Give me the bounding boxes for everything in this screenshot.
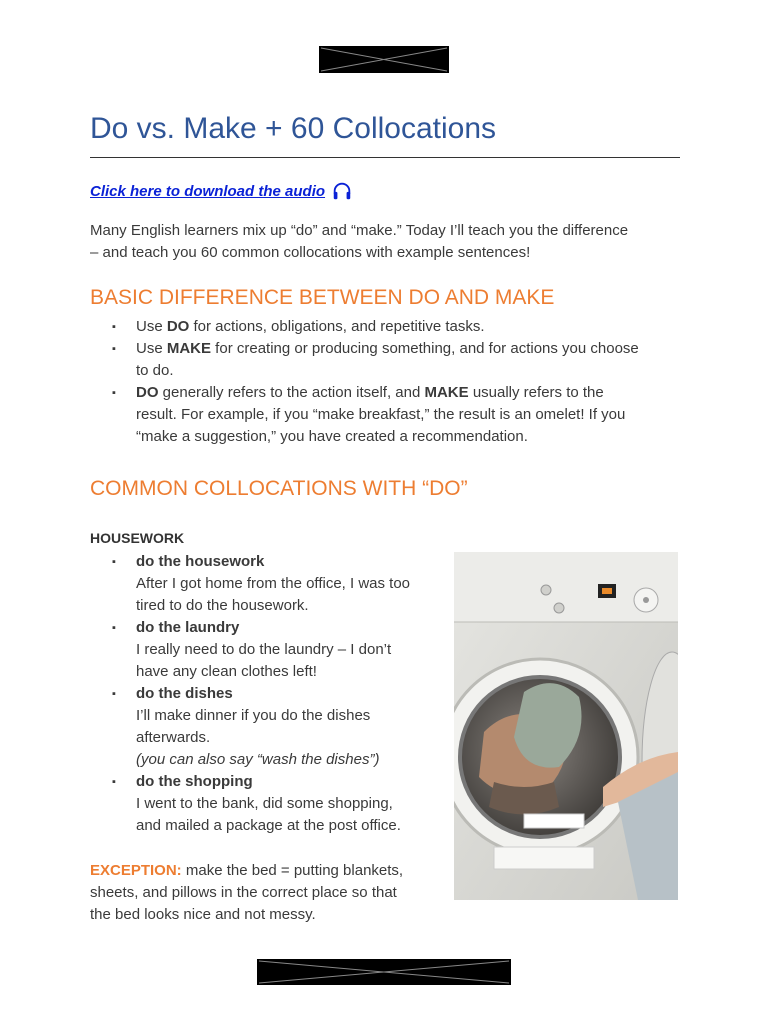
subheading-housework: HOUSEWORK [90,530,185,546]
example-line: After I got home from the office, I was too [136,575,411,592]
list-item [90,771,440,837]
headphones-icon[interactable] [331,180,353,202]
example-line: have any clean clothes left! [136,663,317,680]
logo-redacted-top [319,46,449,73]
bullet-icon: ▪ [112,688,116,700]
bold-term: DO [136,384,159,401]
bullet-icon: ▪ [112,622,116,634]
text: Use [136,318,167,335]
exception-label: EXCEPTION: [90,862,182,879]
basic-difference-list [90,316,690,448]
text: for creating or producing something, and for actions you choose [211,340,639,357]
text: usually refers to the [468,384,604,401]
bullet-icon: ▪ [112,321,116,333]
page-title: Do vs. Make + 60 Collocations [90,112,497,145]
collocation-term: do the dishes [136,685,233,702]
bullet-icon: ▪ [112,343,116,355]
download-audio-label[interactable]: Click here to download the audio [90,182,326,200]
text: make the bed = putting blankets, [181,862,404,879]
list-item [90,551,440,617]
text: generally refers to the action itself, and [158,384,425,401]
list-item [90,617,440,683]
example-line: I went to the bank, did some shopping, [136,795,393,812]
exception-note [90,860,435,926]
text: for actions, obligations, and repetitive tasks. [189,318,485,335]
intro-paragraph [90,220,690,264]
list-item [90,338,690,382]
text: the bed looks nice and not messy. [90,906,316,923]
bullet-icon: ▪ [112,387,116,399]
list-item [90,316,690,338]
text: result. For example, if you “make breakfast,” the result is an omelet! If you [136,406,626,423]
bullet-icon: ▪ [112,556,116,568]
download-audio-link[interactable] [90,180,353,202]
collocation-term: do the shopping [136,773,253,790]
title-divider [90,157,680,158]
logo-redacted-bottom [257,959,511,985]
list-item [90,382,690,448]
collocation-term: do the housework [136,553,265,570]
example-line: I’ll make dinner if you do the dishes [136,707,371,724]
intro-line: Many English learners mix up “do” and “make.” Today I’ll teach you the difference [90,222,629,239]
bold-term: MAKE [166,340,212,357]
intro-line: – and teach you 60 common collocations with example sentences! [90,244,531,261]
example-line: afterwards. [136,729,211,746]
bold-term: MAKE [424,384,469,401]
list-item [90,683,440,771]
bold-term: DO [166,318,190,335]
section-heading-basic: BASIC DIFFERENCE BETWEEN DO AND MAKE [90,286,555,309]
section-heading-common: COMMON COLLOCATIONS WITH “DO” [90,477,468,500]
example-line: tired to do the housework. [136,597,309,614]
text: sheets, and pillows in the correct place so that [90,884,397,901]
example-line: I really need to do the laundry – I don’t [136,641,392,658]
text: Use [136,340,167,357]
usage-note: (you can also say “wash the dishes”) [136,751,380,768]
housework-list [90,551,440,837]
text: to do. [136,362,174,379]
example-line: and mailed a package at the post office. [136,817,401,834]
washing-machine-illustration [454,552,678,900]
washing-machine-photo [454,552,678,900]
collocation-term: do the laundry [136,619,240,636]
bullet-icon: ▪ [112,776,116,788]
text: “make a suggestion,” you have created a recommendation. [136,428,528,445]
